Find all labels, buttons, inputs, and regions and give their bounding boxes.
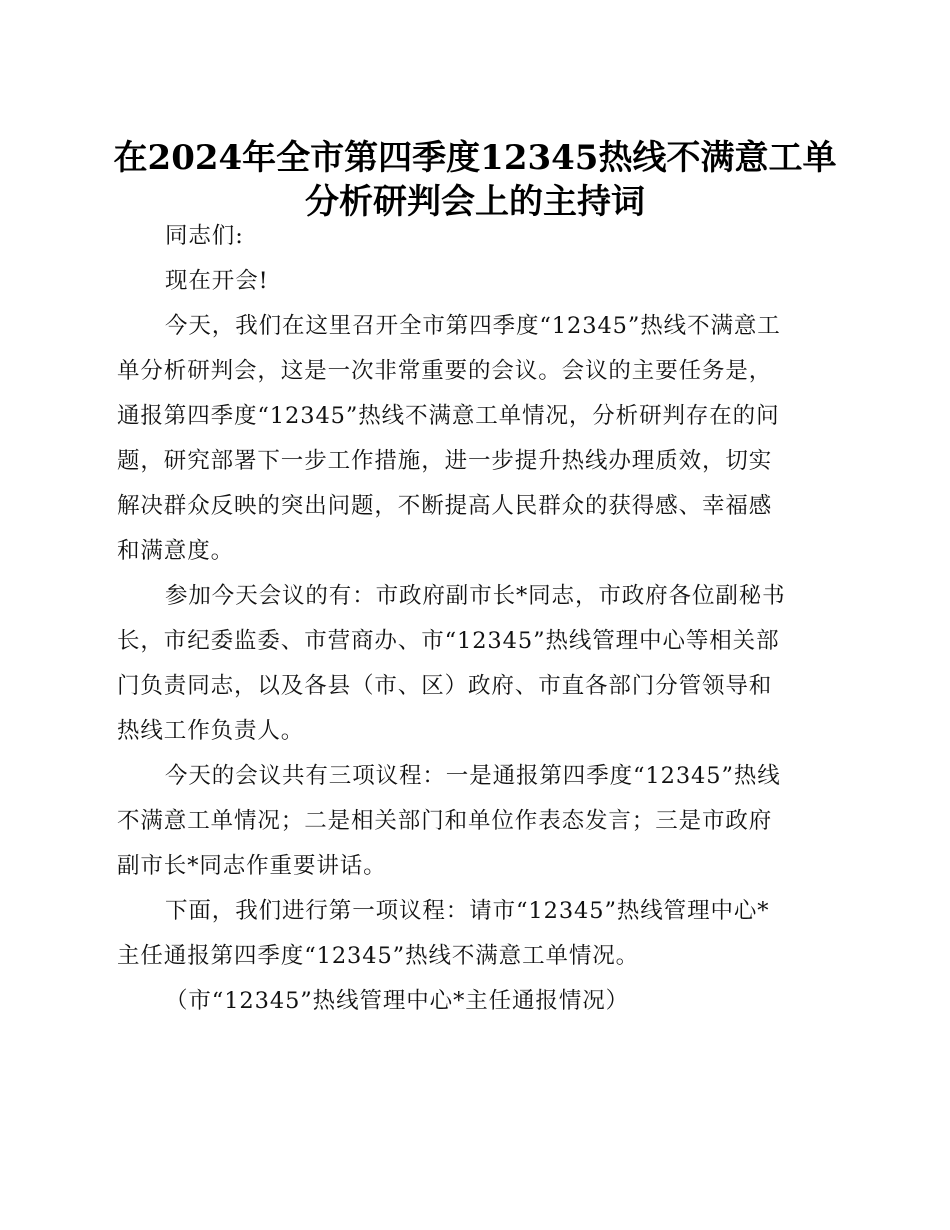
paragraph-line: 门负责同志，以及各县（市、区）政府、市直各部门分管领导和 <box>117 673 773 699</box>
paragraph-line: 解决群众反映的突出问题，不断提高人民群众的获得感、幸福感 <box>117 493 773 519</box>
stage-direction: （市“12345”热线管理中心*主任通报情况） <box>165 988 630 1014</box>
paragraph-line: 单分析研判会，这是一次非常重要的会议。会议的主要任务是， <box>117 358 773 384</box>
document-title-line-1: 在2024年全市第四季度12345热线不满意工单 <box>113 138 837 178</box>
paragraph-line: 下面，我们进行第一项议程：请市“12345”热线管理中心* <box>165 898 770 924</box>
paragraph-line: 主任通报第四季度“12345”热线不满意工单情况。 <box>117 943 640 969</box>
salutation: 同志们: <box>165 223 244 249</box>
paragraph-line: 参加今天会议的有：市政府副市长*同志，市政府各位副秘书 <box>165 583 786 609</box>
paragraph-line: 通报第四季度“12345”热线不满意工单情况，分析研判存在的问 <box>117 403 780 429</box>
document-title-line-2: 分析研判会上的主持词 <box>305 182 645 222</box>
opening-line: 现在开会! <box>165 268 269 294</box>
paragraph-line: 不满意工单情况；二是相关部门和单位作表态发言；三是市政府 <box>117 808 773 834</box>
paragraph-line: 长，市纪委监委、市营商办、市“12345”热线管理中心等相关部 <box>117 628 780 654</box>
paragraph-line: 题，研究部署下一步工作措施，进一步提升热线办理质效，切实 <box>117 448 773 474</box>
document-body <box>117 214 837 1024</box>
paragraph-line: 今天，我们在这里召开全市第四季度“12345”热线不满意工 <box>165 313 781 339</box>
paragraph-line: 今天的会议共有三项议程：一是通报第四季度“12345”热线 <box>165 763 781 789</box>
paragraph-line: 热线工作负责人。 <box>117 718 305 744</box>
paragraph-line: 和满意度。 <box>117 538 235 564</box>
paragraph-line: 副市长*同志作重要讲话。 <box>117 853 387 879</box>
